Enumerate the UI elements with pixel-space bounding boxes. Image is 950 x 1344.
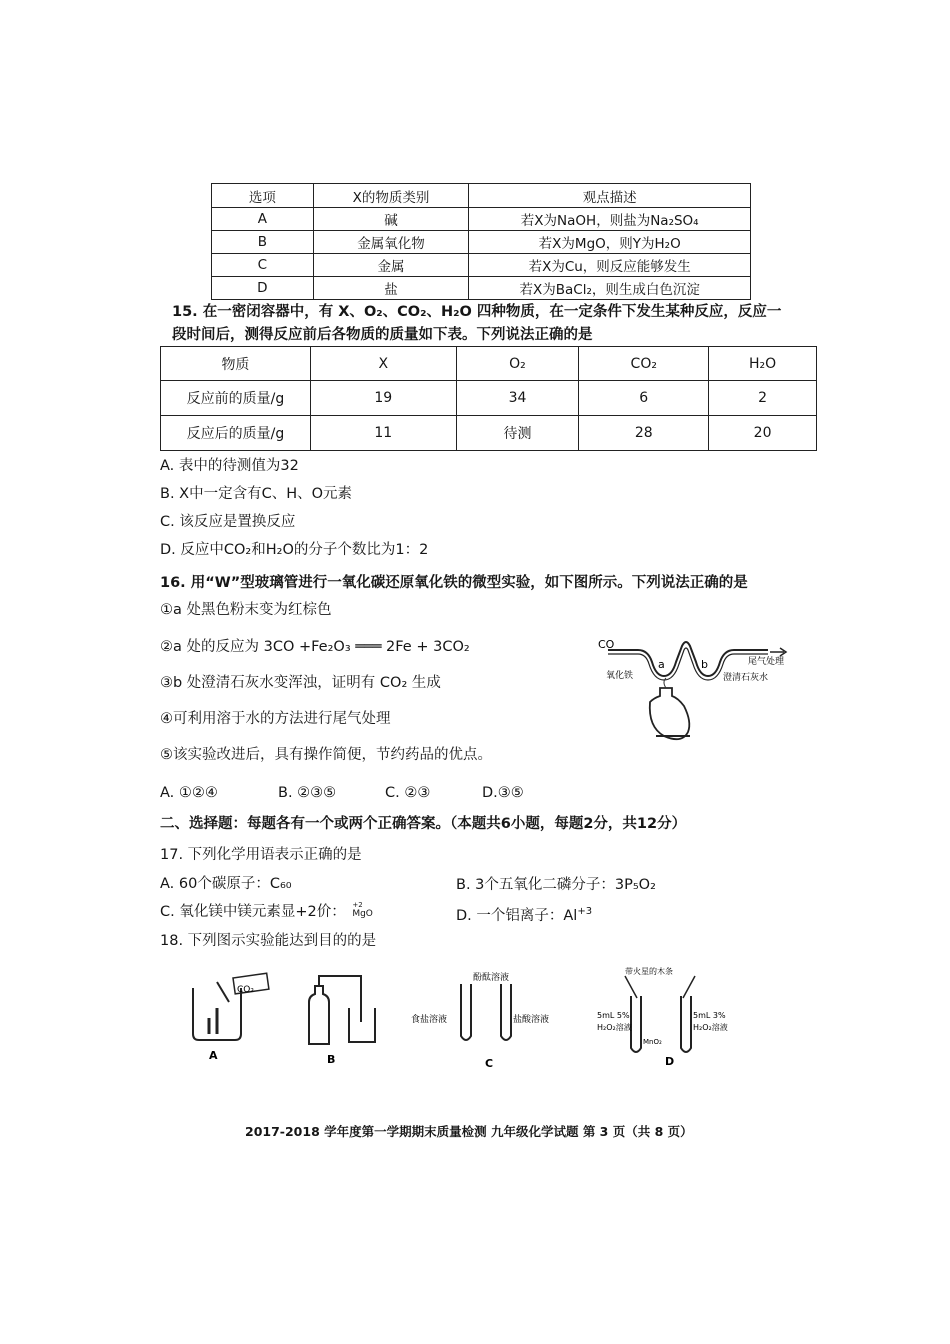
q15-header-o2: O₂ <box>456 347 579 381</box>
q15-cell: 待测 <box>456 416 579 451</box>
q15-header-co2: CO₂ <box>579 347 709 381</box>
q15-cell: 反应前的质量/g <box>161 381 311 416</box>
co2-label: CO₂ <box>237 985 254 995</box>
label-c: C <box>485 1057 494 1070</box>
left-h2o2-label: H₂O₂溶液 <box>597 1023 632 1032</box>
experiment-b-figure <box>309 976 375 1066</box>
q17-option-d-charge: +3 <box>577 906 593 917</box>
q14-cell: B <box>212 231 314 254</box>
q15-header-h2o: H₂O <box>709 347 817 381</box>
q14-cell: C <box>212 254 314 277</box>
q16-statement-5: ⑤该实验改进后，具有操作简便，节约药品的优点。 <box>160 747 492 763</box>
q18-experiment-figures <box>185 962 760 1074</box>
w-tube-apparatus-figure <box>598 632 798 747</box>
q16-option-b: B. ②③⑤ <box>278 785 337 801</box>
phenolphthalein-label: 酚酞溶液 <box>473 973 510 983</box>
q17-option-d <box>456 902 592 926</box>
q15-cell: 34 <box>456 381 579 416</box>
q14-table <box>211 183 751 300</box>
q14-cell: 若X为MgO，则Y为H₂O <box>469 231 751 254</box>
q17-option-a: A. 60个碳原子：C₆₀ <box>160 876 292 892</box>
q15-header-x: X <box>310 347 456 381</box>
q14-cell: 盐 <box>313 277 469 300</box>
q14-cell: D <box>212 277 314 300</box>
q17-option-c-formula <box>352 901 373 924</box>
q15-cell: 反应后的质量/g <box>161 416 311 451</box>
label-b: B <box>327 1053 336 1066</box>
q16-option-d: D.③⑤ <box>482 785 524 801</box>
q17-option-c-charge: +2 <box>352 901 363 909</box>
mno2-label: MnO₂ <box>643 1038 662 1046</box>
q16-statement-1: ①a 处黑色粉末变为红棕色 <box>160 602 332 618</box>
q17-stem: 17. 下列化学用语表示正确的是 <box>160 847 362 863</box>
hydrochloric-acid-label: 盐酸溶液 <box>513 1015 550 1025</box>
q14-cell: 若X为BaCl₂，则生成白色沉淀 <box>469 277 751 300</box>
q15-cell: 19 <box>310 381 456 416</box>
q15-cell: 20 <box>709 416 817 451</box>
page-footer: 2017-2018 学年度第一学期期末质量检测 九年级化学试题 第 3 页（共 8 页） <box>245 1124 693 1139</box>
q15-option-b: B. X中一定含有C、H、O元素 <box>160 486 353 502</box>
q15-stem-line2: 段时间后，测得反应前后各物质的质量如下表。下列说法正确的是 <box>172 327 593 343</box>
q16-statement-2: ②a 处的反应为 3CO +Fe₂O₃ ═══ 2Fe + 3CO₂ <box>160 639 470 655</box>
q14-cell: 碱 <box>313 208 469 231</box>
q15-mass-table <box>160 346 817 451</box>
q17-option-c <box>160 902 373 924</box>
q16-statement-4: ④可利用溶于水的方法进行尾气处理 <box>160 711 391 727</box>
q14-header-option: 选项 <box>212 184 314 208</box>
co-label: CO <box>598 638 615 651</box>
q15-option-c: C. 该反应是置换反应 <box>160 514 296 530</box>
experiment-d-figure <box>597 966 728 1068</box>
q16-stem: 16. 用“W”型玻璃管进行一氧化碳还原氧化铁的微型实验，如下图所示。下列说法正确的是 <box>160 575 748 591</box>
iron-oxide-label: 氧化铁 <box>606 671 634 681</box>
q14-cell: A <box>212 208 314 231</box>
q15-cell: 2 <box>709 381 817 416</box>
q17-option-b: B. 3个五氧化二磷分子：3P₅O₂ <box>456 877 656 893</box>
section-two-heading: 二、选择题：每题各有一个或两个正确答案。（本题共6小题，每题2分，共12分） <box>160 816 687 832</box>
salt-solution-label: 食盐溶液 <box>411 1015 448 1025</box>
label-d: D <box>665 1055 675 1068</box>
right-volume-label: 5mL 3% <box>693 1011 726 1020</box>
q15-cell: 11 <box>310 416 456 451</box>
point-b-label: b <box>701 658 708 671</box>
q15-stem-line1: 15. 在一密闭容器中，有 X、O₂、CO₂、H₂O 四种物质，在一定条件下发生某种反应，反应一 <box>172 304 782 320</box>
q15-option-d: D. 反应中CO₂和H₂O的分子个数比为1：2 <box>160 542 429 558</box>
q16-option-c: C. ②③ <box>385 785 431 801</box>
q17-option-c-text: C. 氧化镁中镁元素显+2价： <box>160 904 346 920</box>
q15-header-substance: 物质 <box>161 347 311 381</box>
q14-cell: 若X为Cu，则反应能够发生 <box>469 254 751 277</box>
tail-gas-label: 尾气处理 <box>748 657 785 667</box>
q14-header-category: X的物质类别 <box>313 184 469 208</box>
q17-option-c-mgo: MgO <box>352 909 373 919</box>
point-a-label: a <box>658 658 665 671</box>
glowing-splint-label: 带火星的木条 <box>625 967 673 976</box>
left-volume-label: 5mL 5% <box>597 1011 630 1020</box>
right-h2o2-label: H₂O₂溶液 <box>693 1023 728 1032</box>
q15-cell: 6 <box>579 381 709 416</box>
q14-header-description: 观点描述 <box>469 184 751 208</box>
q14-cell: 金属氧化物 <box>313 231 469 254</box>
q17-option-d-text: D. 一个铝离子：Al <box>456 907 578 924</box>
q15-cell: 28 <box>579 416 709 451</box>
experiment-a-figure <box>193 973 269 1062</box>
q16-statement-3: ③b 处澄清石灰水变浑浊，证明有 CO₂ 生成 <box>160 675 441 691</box>
q16-option-a: A. ①②④ <box>160 785 218 801</box>
experiment-c-figure <box>411 971 549 1070</box>
limewater-label: 澄清石灰水 <box>723 673 769 683</box>
q15-option-a: A. 表中的待测值为32 <box>160 458 299 474</box>
q14-cell: 金属 <box>313 254 469 277</box>
q18-stem: 18. 下列图示实验能达到目的的是 <box>160 933 377 949</box>
q14-cell: 若X为NaOH，则盐为Na₂SO₄ <box>469 208 751 231</box>
label-a: A <box>209 1049 218 1062</box>
